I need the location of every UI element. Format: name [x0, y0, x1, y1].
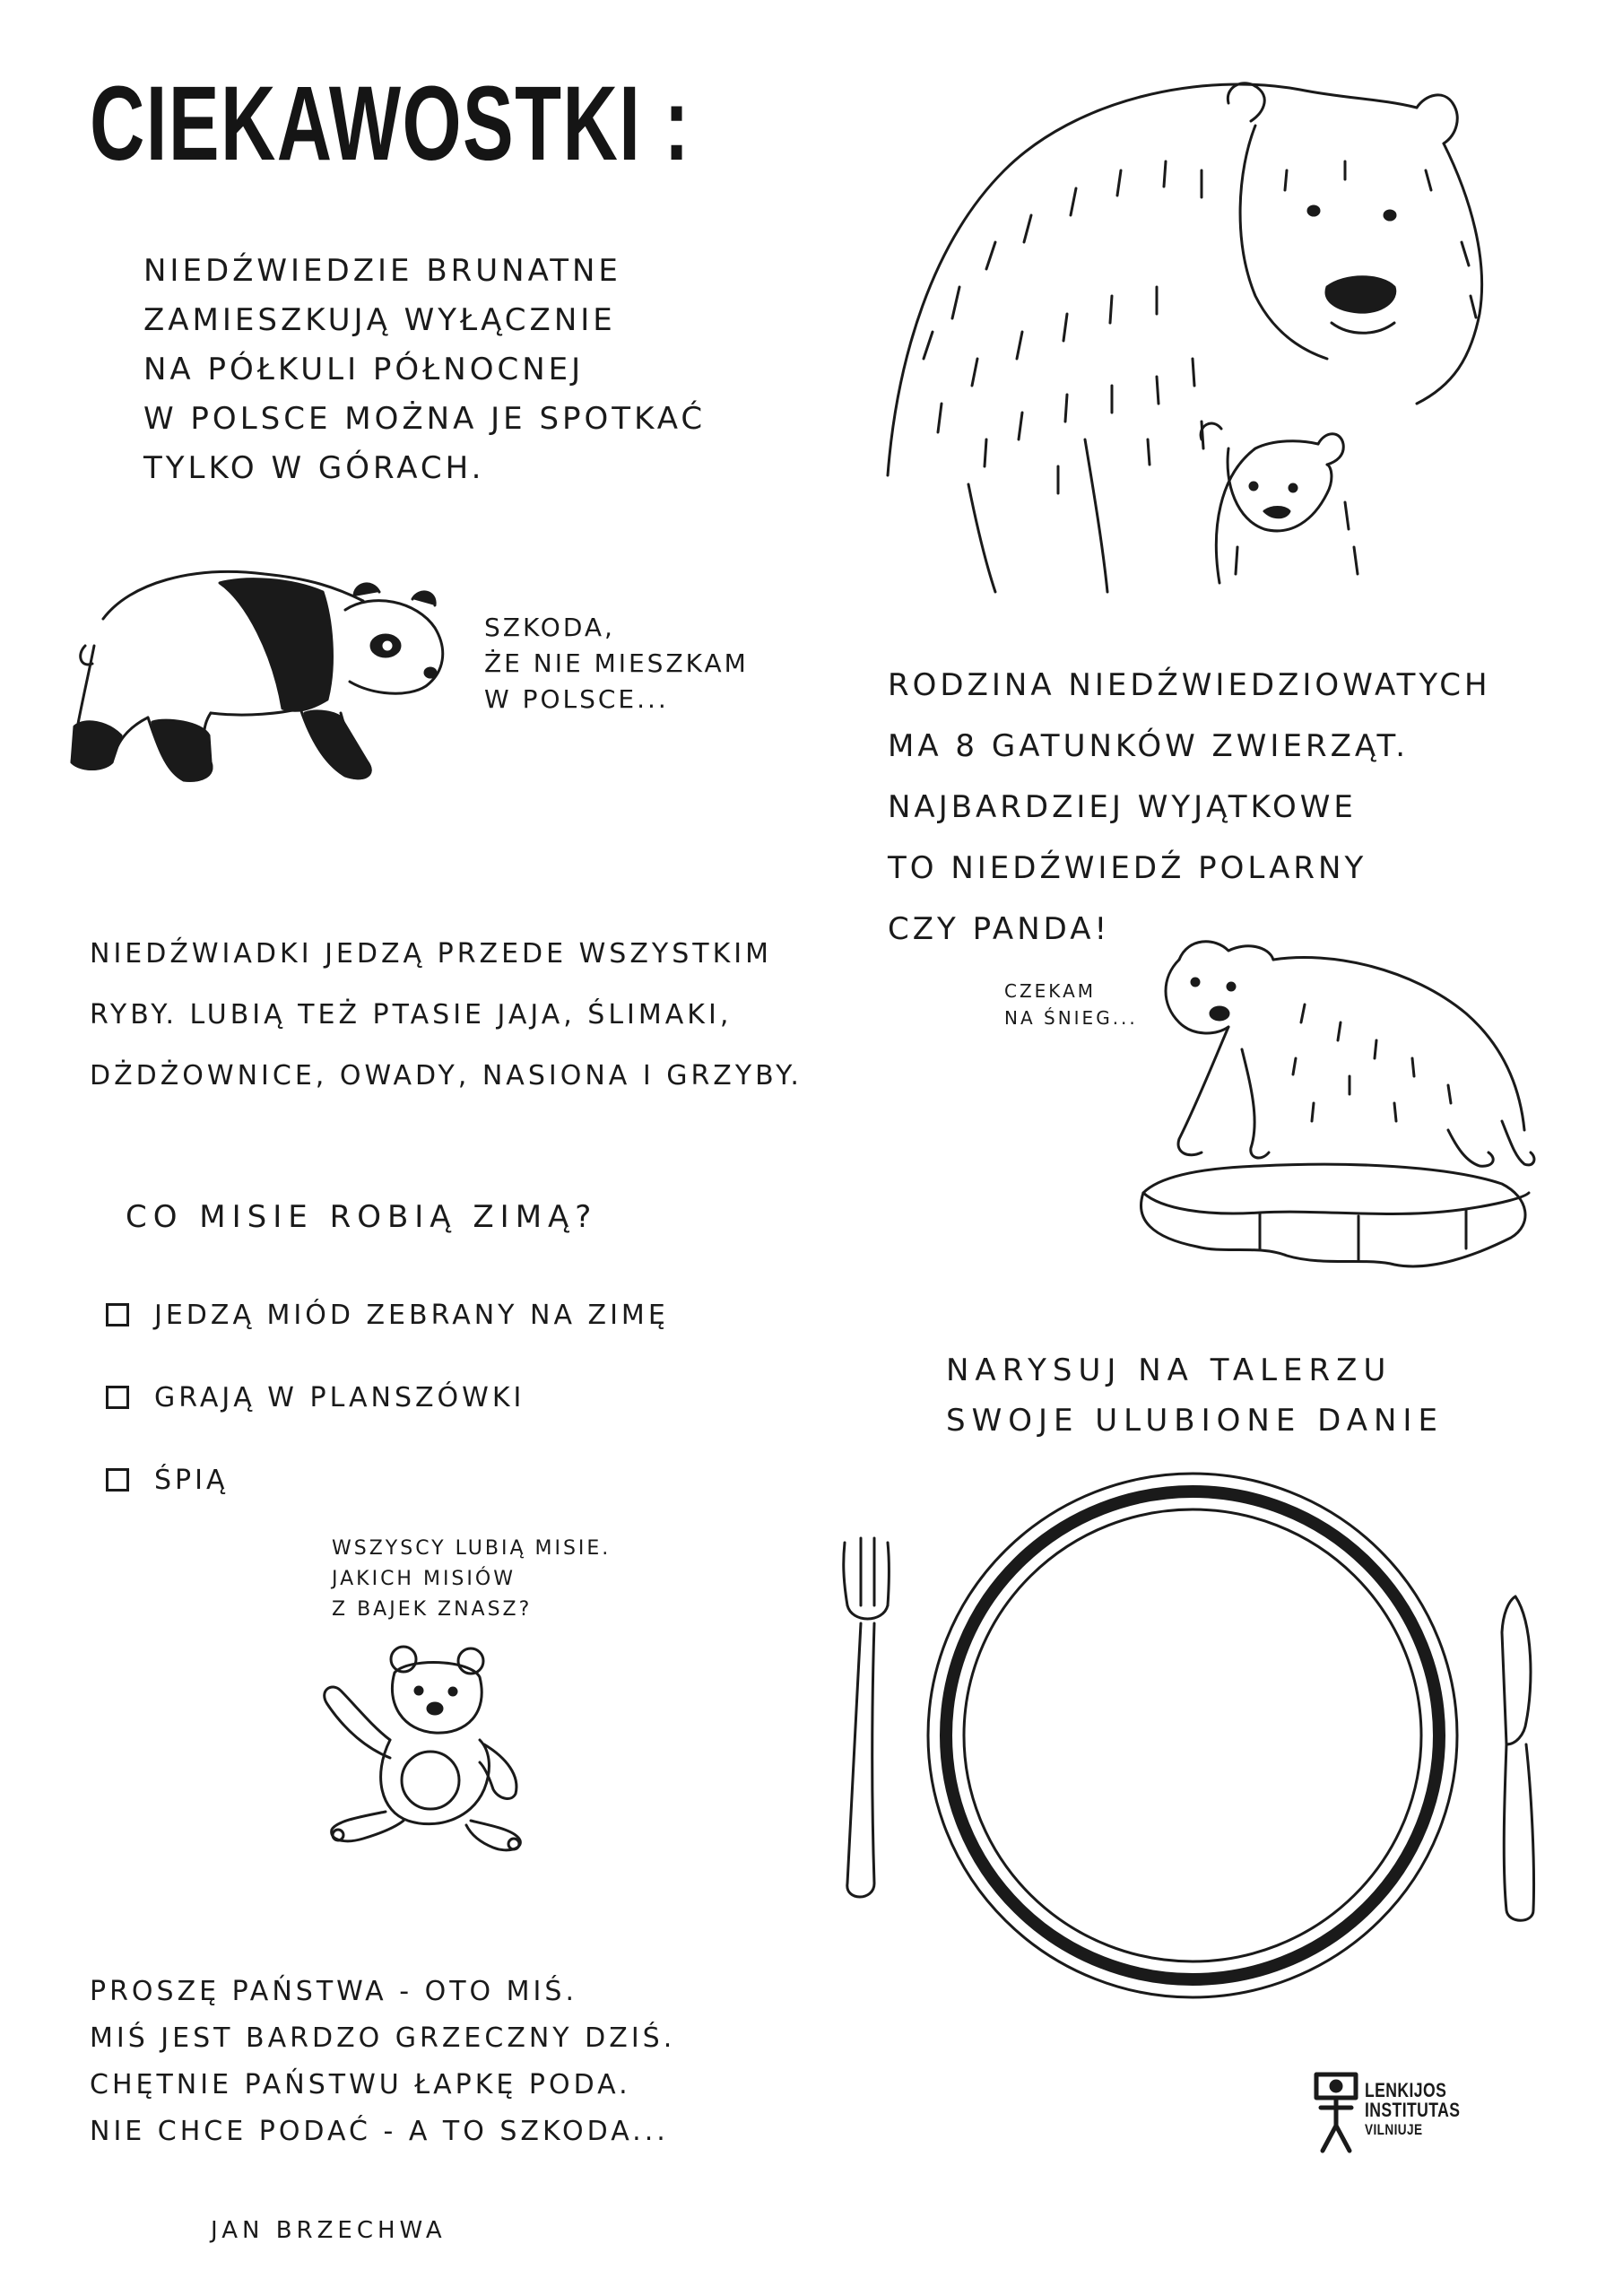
speech-line: CZEKAM — [1004, 980, 1097, 1002]
logo-line: VILNIUJE — [1365, 2121, 1423, 2138]
plate-icon — [928, 1474, 1457, 1997]
fact-line: RYBY. LUBIĄ TEŻ PTASIE JAJA, ŚLIMAKI, — [90, 999, 733, 1031]
polar-bear-illustration — [1125, 924, 1538, 1274]
quiz-question: CO MISIE ROBIĄ ZIMĄ? — [126, 1199, 598, 1235]
fact-food — [90, 924, 803, 1107]
institute-logo-icon — [1314, 2072, 1358, 2154]
poem-line: MIŚ JEST BARDZO GRZECZNY DZIŚ. — [90, 2022, 676, 2054]
quiz-option[interactable] — [106, 1439, 669, 1521]
quiz-option-label: JEDZĄ MIÓD ZEBRANY NA ZIMĘ — [154, 1299, 669, 1331]
fact-line: NA PÓŁKULI PÓŁNOCNEJ — [143, 352, 585, 387]
fact-line: NIEDŹWIADKI JEDZĄ PRZEDE WSZYSTKIM — [90, 938, 772, 970]
plate-drawing-area[interactable] — [825, 1489, 1560, 2000]
task-line: SWOJE ULUBIONE DANIE — [946, 1403, 1444, 1439]
fact-line: TO NIEDŹWIEDŹ POLARNY — [888, 850, 1367, 886]
fact-line: ZAMIESZKUJĄ WYŁĄCZNIE — [143, 302, 616, 338]
fact-line: TYLKO W GÓRACH. — [143, 450, 485, 486]
institute-logo-text — [1365, 2081, 1460, 2140]
fact-line: CZY PANDA! — [888, 911, 1111, 947]
panda-illustration — [67, 547, 462, 798]
fact-brown-bears — [143, 247, 706, 493]
fact-line: W POLSCE MOŻNA JE SPOTKAĆ — [143, 401, 707, 437]
poem-line: CHĘTNIE PAŃSTWU ŁAPKĘ PODA. — [90, 2069, 631, 2100]
fact-line: NIEDŹWIEDZIE BRUNATNE — [143, 253, 621, 289]
checkbox[interactable] — [106, 1468, 129, 1492]
fact-family — [888, 655, 1491, 960]
teddy-bear-illustration — [318, 1641, 534, 1857]
fact-line: NAJBARDZIEJ WYJĄTKOWE — [888, 789, 1357, 825]
speech-line: NA ŚNIEG... — [1004, 1007, 1138, 1029]
fact-line: MA 8 GATUNKÓW ZWIERZĄT. — [888, 728, 1410, 764]
poem-line: NIE CHCE PODAĆ - A TO SZKODA... — [90, 2116, 669, 2147]
poem-author: JAN BRZECHWA — [211, 2217, 447, 2244]
teddy-speech — [332, 1534, 611, 1625]
speech-line: Z BAJEK ZNASZ? — [332, 1598, 533, 1621]
speech-line: SZKODA, — [484, 613, 615, 642]
speech-line: WSZYSCY LUBIĄ MISIE. — [332, 1537, 612, 1560]
quiz-option[interactable] — [106, 1356, 669, 1439]
checkbox[interactable] — [106, 1303, 129, 1326]
quiz-option-label: GRAJĄ W PLANSZÓWKI — [154, 1381, 525, 1413]
poem-line: PROSZĘ PAŃSTWA - OTO MIŚ. — [90, 1976, 577, 2007]
knife-icon — [1502, 1596, 1534, 1920]
logo-line: LENKIJOS — [1365, 2079, 1447, 2101]
panda-speech — [484, 610, 749, 718]
speech-line: JAKICH MISIÓW — [332, 1568, 516, 1590]
brown-bear-illustration — [879, 63, 1533, 601]
fact-line: DŻDŻOWNICE, OWADY, NASIONA I GRZYBY. — [90, 1060, 803, 1091]
quiz-option-label: ŚPIĄ — [154, 1464, 229, 1496]
task-line: NARYSUJ NA TALERZU — [946, 1352, 1393, 1388]
fork-icon — [844, 1538, 890, 1897]
plate-task — [946, 1345, 1444, 1446]
fact-line: RODZINA NIEDŹWIEDZIOWATYCH — [888, 667, 1491, 703]
page-title: CIEKAWOSTKI : — [90, 65, 691, 183]
speech-line: ŻE NIE MIESZKAM — [484, 648, 749, 678]
quiz-option[interactable] — [106, 1274, 669, 1356]
quiz-options — [106, 1274, 669, 1521]
polar-bear-speech — [1004, 978, 1138, 1031]
poem — [90, 1969, 675, 2155]
logo-line: INSTITUTAS — [1365, 2099, 1461, 2121]
speech-line: W POLSCE... — [484, 684, 669, 714]
checkbox[interactable] — [106, 1386, 129, 1409]
